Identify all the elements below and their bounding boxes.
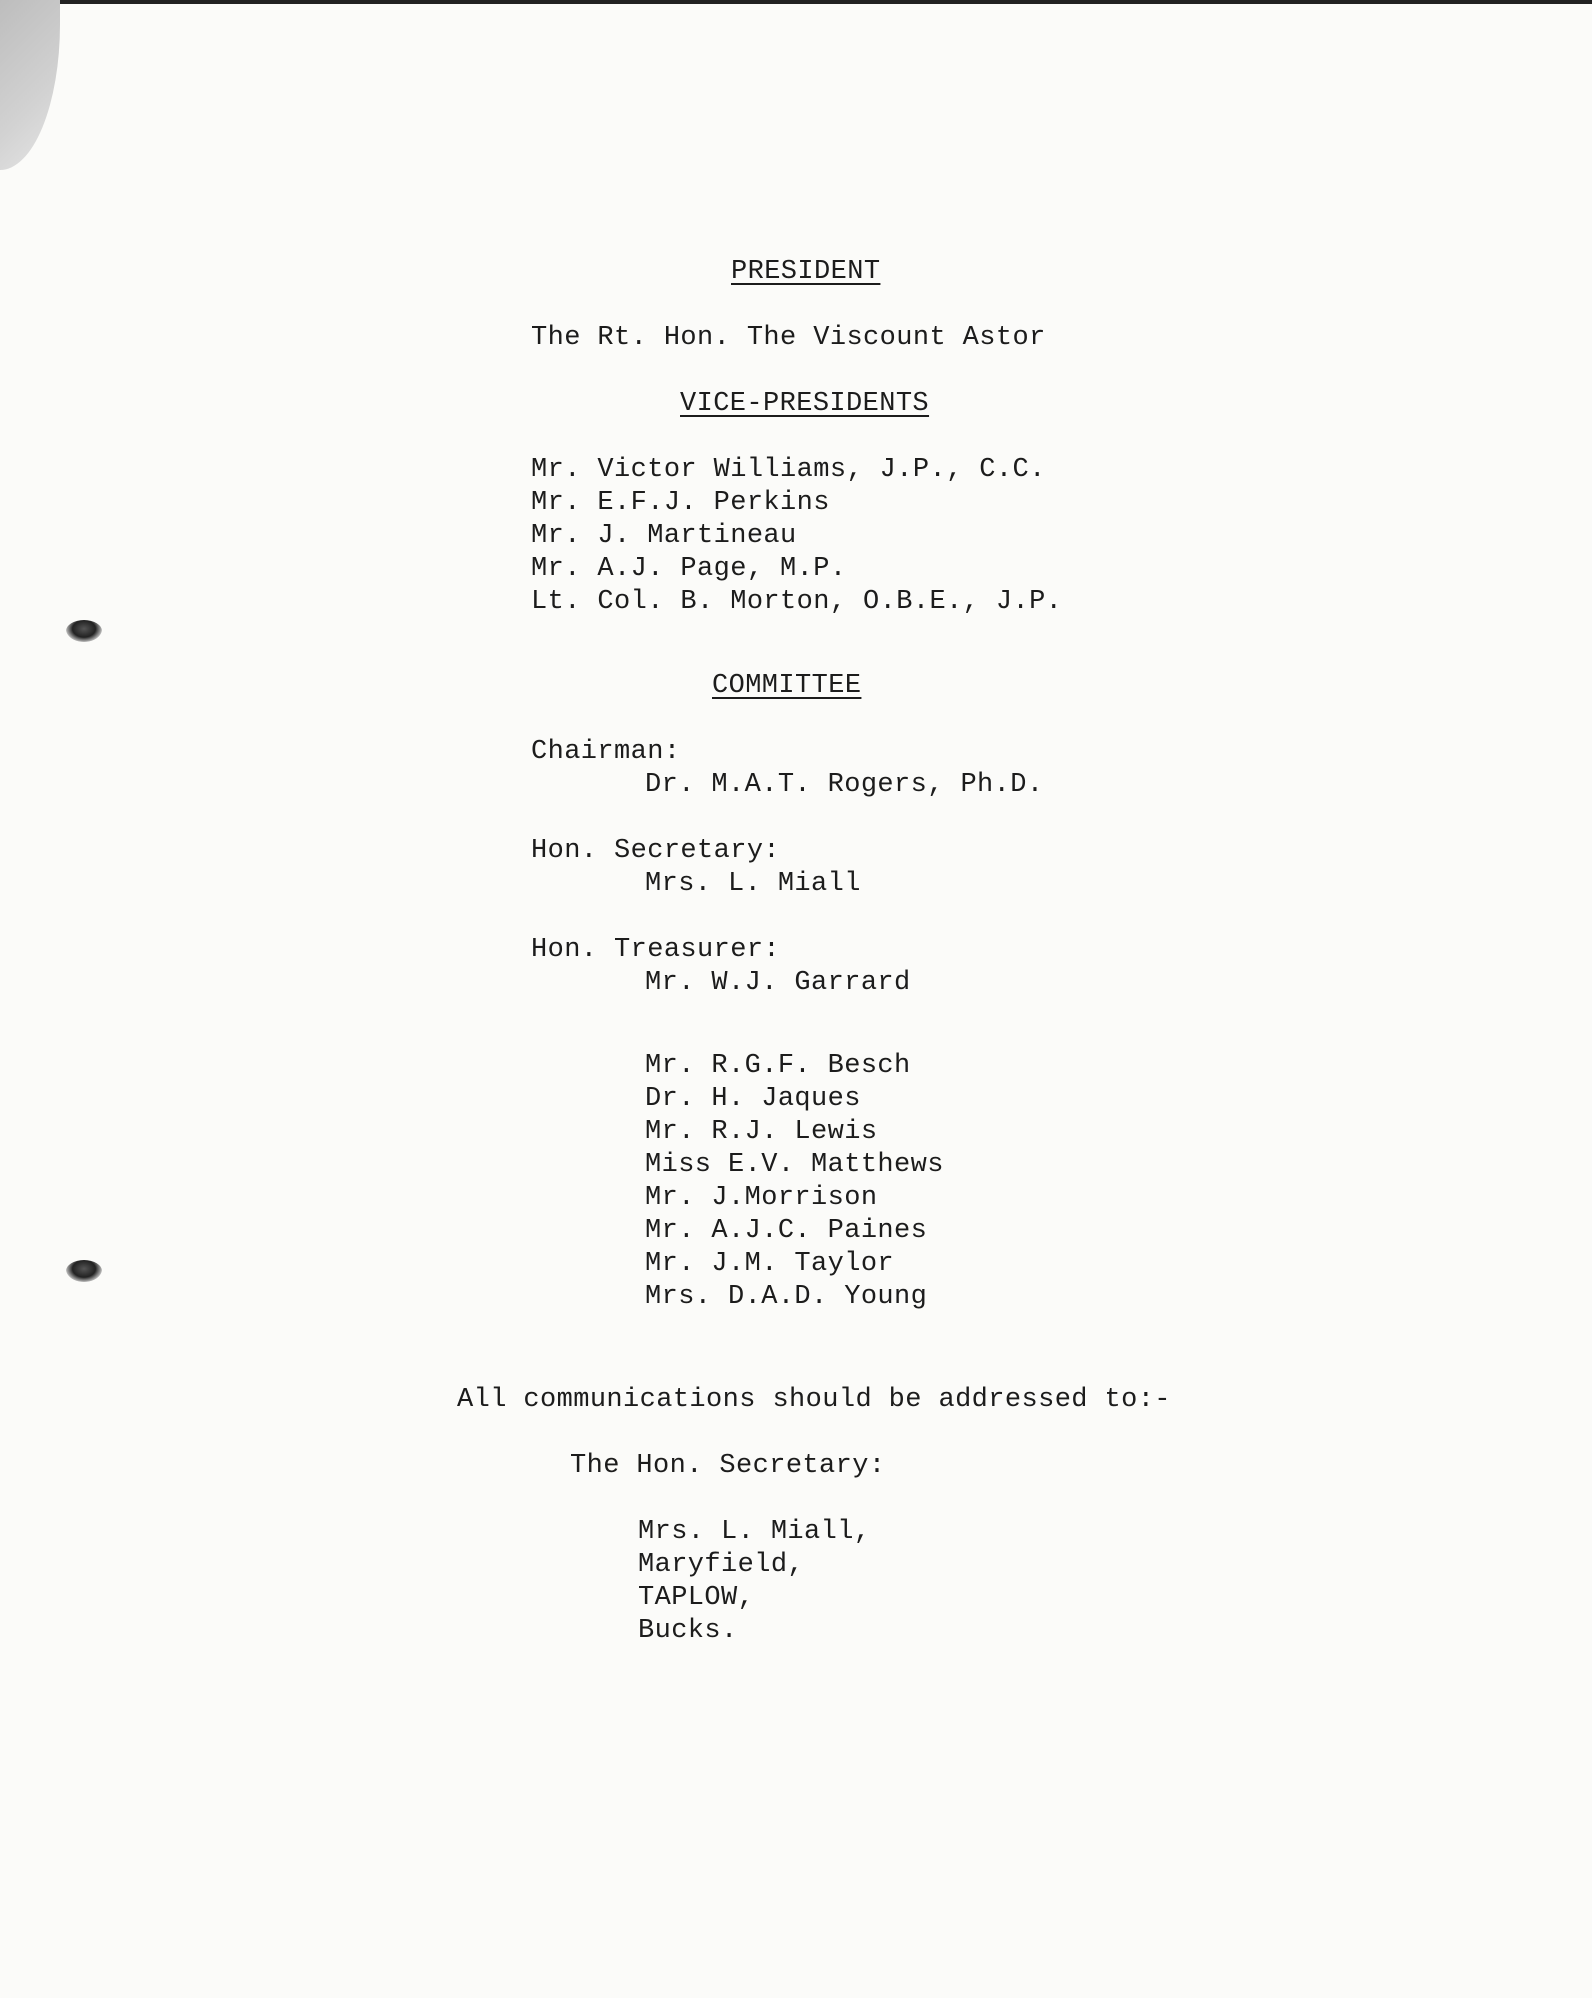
vice-president-item: Mr. Victor Williams, J.P., C.C.: [531, 455, 1046, 485]
committee-member: Dr. H. Jaques: [645, 1084, 861, 1114]
contact-intro: All communications should be addressed to:-: [457, 1385, 1171, 1415]
secretary-label: Hon. Secretary:: [531, 836, 781, 866]
vice-president-item: Mr. J. Martineau: [531, 521, 797, 551]
folded-corner: [0, 0, 60, 170]
committee-member: Mr. A.J.C. Paines: [645, 1216, 928, 1246]
committee-member: Mrs. D.A.D. Young: [645, 1282, 928, 1312]
committee-heading: COMMITTEE: [712, 671, 862, 701]
treasurer-name: Mr. W.J. Garrard: [645, 968, 911, 998]
committee-member: Mr. J.M. Taylor: [645, 1249, 895, 1279]
committee-member: Mr. J.Morrison: [645, 1183, 878, 1213]
vice-president-item: Mr. E.F.J. Perkins: [531, 488, 830, 518]
top-edge: [60, 0, 1592, 4]
contact-recipient: The Hon. Secretary:: [570, 1451, 886, 1481]
president-heading: PRESIDENT: [731, 257, 881, 287]
committee-member: Miss E.V. Matthews: [645, 1150, 944, 1180]
chairman-label: Chairman:: [531, 737, 681, 767]
treasurer-label: Hon. Treasurer:: [531, 935, 781, 965]
committee-member: Mr. R.G.F. Besch: [645, 1051, 911, 1081]
address-line: TAPLOW,: [638, 1583, 755, 1613]
punch-hole-lower: [66, 1260, 102, 1282]
address-line: Maryfield,: [638, 1550, 805, 1580]
vice-president-item: Mr. A.J. Page, M.P.: [531, 554, 847, 584]
punch-hole-upper: [66, 620, 102, 642]
address-line: Mrs. L. Miall,: [638, 1517, 871, 1547]
secretary-name: Mrs. L. Miall: [645, 869, 861, 899]
committee-member: Mr. R.J. Lewis: [645, 1117, 878, 1147]
vice-president-item: Lt. Col. B. Morton, O.B.E., J.P.: [531, 587, 1063, 617]
vice-presidents-heading: VICE-PRESIDENTS: [680, 389, 930, 419]
president-name: The Rt. Hon. The Viscount Astor: [531, 323, 1046, 353]
chairman-name: Dr. M.A.T. Rogers, Ph.D.: [645, 770, 1044, 800]
address-line: Bucks.: [638, 1616, 738, 1646]
